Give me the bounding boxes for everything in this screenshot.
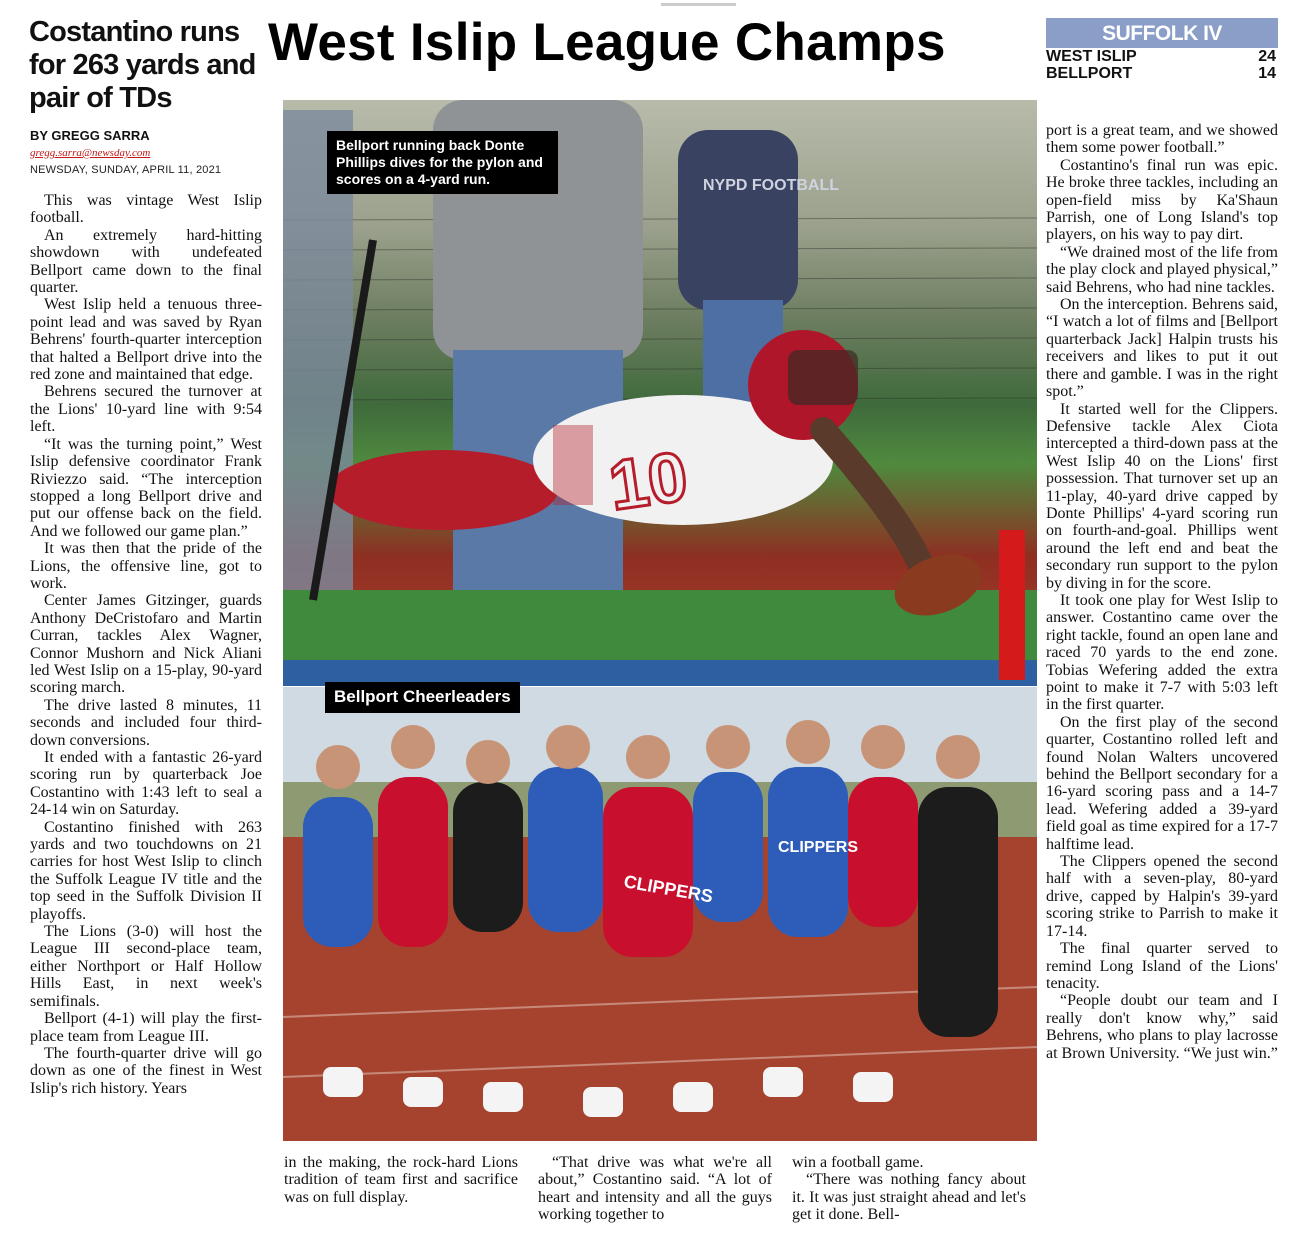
- dateline: NEWSDAY, SUNDAY, APRIL 11, 2021: [30, 164, 222, 176]
- paragraph: On the interception. Behrens said, “I watch a lot of films and [Bellport quarterback Jack] Halpin trusts his receivers and likes to put it out there and gamble. I was in the right spot.”: [1046, 296, 1278, 401]
- paragraph: Bellport (4-1) will play the first-place team from League III.: [30, 1010, 262, 1045]
- article-column-5: [1046, 122, 1278, 1062]
- paragraph: The drive lasted 8 minutes, 11 seconds and included four third-down conversions.: [30, 696, 262, 749]
- byline: BY GREGG SARRA: [30, 128, 150, 143]
- paragraph: Costantino finished with 263 yards and two touchdowns on 21 carries for host West Islip to clinch the Suffolk League IV title and the top seed in the Suffolk Division II playoffs.: [30, 818, 262, 923]
- uniform-text: CLIPPERS: [778, 839, 859, 856]
- cheerleaders-photo-illustration: [283, 687, 1037, 1141]
- jersey-number: 10: [604, 436, 693, 525]
- paragraph: On the first play of the second quarter, Costantino rolled left and found Nolan Walters uncovered behind the Bellport secondary for a 16-yard scoring pass and a 14-7 lead. Wefering added a 39-yard field goal as time expired for a 17-7 halftime lead.: [1046, 713, 1278, 853]
- uniform-text: CLIPPERS: [622, 871, 715, 907]
- paragraph: It started well for the Clippers. Defensive tackle Alex Ciota intercepted a third-down pass at the West Islip 40 on the Lions' first possession. That turnover set up an 11-play, 40-yard drive capped by Donte Phillips' 4-yard scoring run on fourth-and-goal. Phillips went around the left end and beat the secondary run support to the pylon by diving in for the score.: [1046, 400, 1278, 592]
- paragraph: This was vintage West Islip football.: [30, 192, 262, 227]
- photo-caption-top: Bellport running back Donte Phillips dives for the pylon and scores on a 4-yard run.: [327, 131, 558, 194]
- paragraph: Costantino's final run was epic. He broke three tackles, including an open-field miss by Ka'Shaun Parrish, one of Long Island's top players, on his way to pay dirt.: [1046, 156, 1278, 244]
- paragraph: It ended with a fantastic 26-yard scoring run by quarterback Joe Costantino with 1:43 left to seal a 24-14 win on Saturday.: [30, 749, 262, 819]
- paragraph: “People doubt our team and I really don't know why,” said Behrens, who plans to play lacrosse at Brown University. “We just win.”: [1046, 992, 1278, 1062]
- paragraph: The fourth-quarter drive will go down as one of the finest in West Islip's rich history. Years: [30, 1044, 262, 1097]
- team-score: 24: [1258, 48, 1276, 65]
- paragraph: It took one play for West Islip to answer. Costantino came over the right tackle, found an open lane and raced 70 yards to the end zone. Tobias Wefering added the extra point to make it 7-7 with 5:03 left in the first quarter.: [1046, 591, 1278, 714]
- paragraph: It was then that the pride of the Lions, the offensive line, got to work.: [30, 540, 262, 592]
- team-name: WEST ISLIP: [1046, 48, 1137, 65]
- paragraph: Center James Gitzinger, guards Anthony DeCristofaro and Martin Curran, tackles Alex Wagner, Connor Mushorn and Nick Aliani led West Islip on a 15-play, 90-yard scoring march.: [30, 592, 262, 697]
- score-row: [1046, 65, 1278, 82]
- score-row: [1046, 48, 1278, 65]
- article-column-4: [792, 1154, 1026, 1224]
- paragraph: An extremely hard-hitting showdown with undefeated Bellport came down to the final quarter.: [30, 226, 262, 297]
- paragraph: “We drained most of the life from the play clock and played physical,” said Behrens, who had nine tackles.: [1046, 243, 1278, 296]
- author-email-link[interactable]: gregg.sarra@newsday.com: [30, 147, 151, 159]
- article-column-3: [538, 1154, 772, 1224]
- main-headline: West Islip League Champs: [268, 13, 946, 72]
- article-column-1: [30, 192, 262, 1097]
- cheerleaders-photo: [283, 687, 1037, 1141]
- paragraph: “That drive was what we're all about,” Costantino said. “A lot of heart and intensity and all the guys working together to: [538, 1154, 772, 1224]
- football-player-figure: [328, 330, 990, 627]
- paragraph: The Clippers opened the second half with a seven-play, 80-yard drive, capped by Halpin's 39-yard scoring strike to Parrish to make it 17-14.: [1046, 853, 1278, 940]
- team-score: 14: [1258, 65, 1276, 82]
- paragraph: West Islip held a tenuous three-point lead and was saved by Ryan Behrens' fourth-quarter interception that halted a Bellport drive into the red zone and maintained that edge.: [30, 296, 262, 384]
- sweatshirt-text: NYPD FOOTBALL: [703, 177, 839, 194]
- score-banner: SUFFOLK IV: [1046, 18, 1278, 48]
- paragraph: The Lions (3-0) will host the League III second-place team, either Northport or Half Hollow Hills East, in next week's semifinals.: [30, 923, 262, 1010]
- article-column-2: [284, 1154, 518, 1206]
- paragraph: The final quarter served to remind Long Island of the Lions' tenacity.: [1046, 940, 1278, 992]
- photo-caption-bottom: Bellport Cheerleaders: [325, 682, 520, 713]
- sidebar-headline: Costantino runs for 263 yards and pair of TDs: [29, 16, 256, 114]
- top-rule: [661, 3, 736, 6]
- team-name: BELLPORT: [1046, 65, 1133, 82]
- paragraph: in the making, the rock-hard Lions tradition of team first and sacrifice was on full display.: [284, 1154, 518, 1206]
- paragraph: “It was the turning point,” West Islip defensive coordinator Frank Riviezzo said. “The interception stopped a long Bellport drive and put our offense back on the field. And we followed our game plan.”: [30, 435, 262, 540]
- paragraph: “There was nothing fancy about it. It was just straight ahead and let's get it done. Bell-: [792, 1171, 1026, 1224]
- paragraph: Behrens secured the turnover at the Lions' 10-yard line with 9:54 left.: [30, 383, 262, 436]
- paragraph: port is a great team, and we showed them some power football.”: [1046, 122, 1278, 157]
- paragraph: win a football game.: [792, 1154, 924, 1171]
- score-box: [1046, 18, 1278, 82]
